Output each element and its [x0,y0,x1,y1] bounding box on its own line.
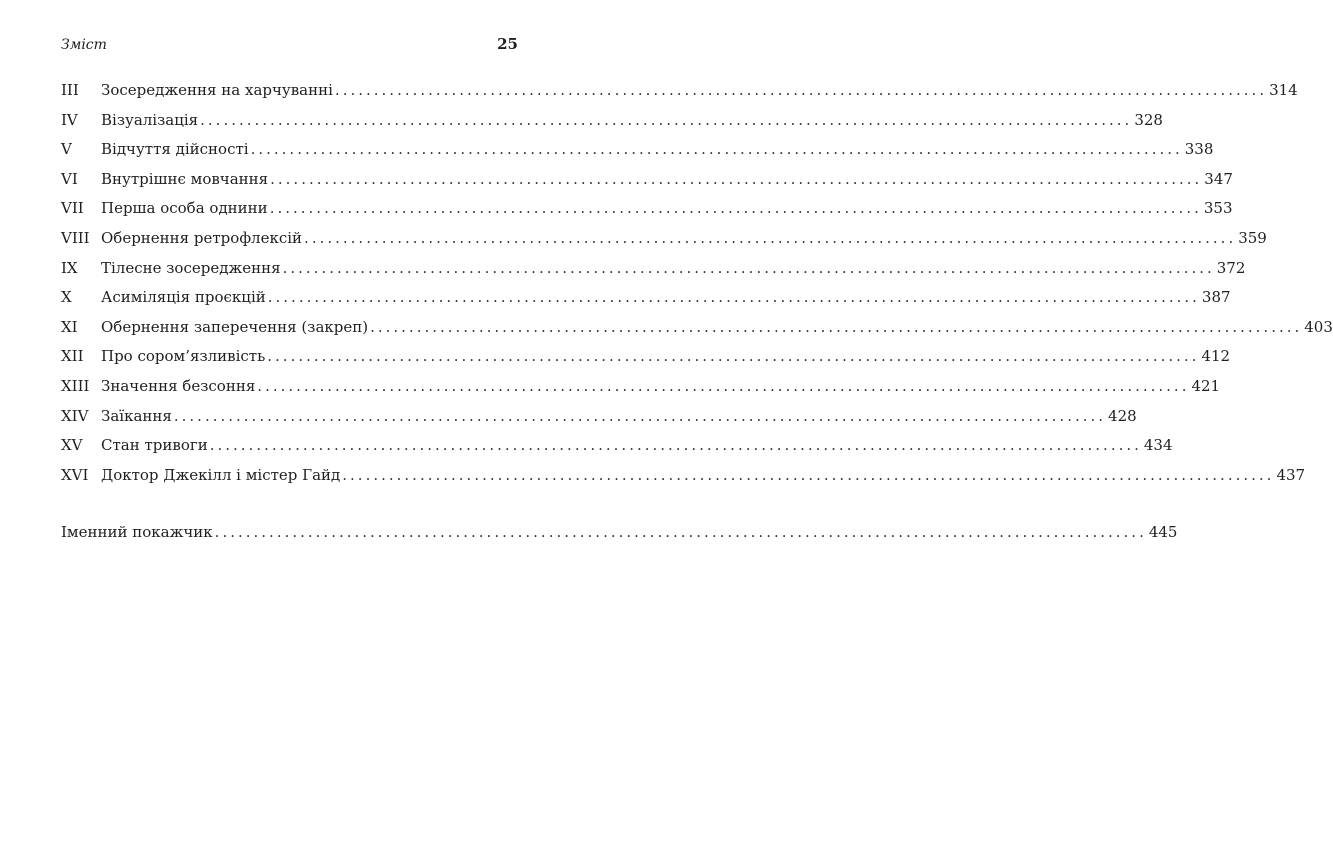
running-head: Зміст [61,37,107,53]
chapter-page: 328 [1134,110,1163,129]
chapter-page: 428 [1108,406,1137,425]
chapter-page: 372 [1216,258,1246,277]
chapter-title: Тілесне зосередження [101,258,281,277]
chapter-number: XI [61,317,78,336]
chapter-title: Обернення заперечення (закреп) [101,317,369,336]
chapter-title: Доктор Джекілл і містер Гайд [101,465,341,484]
toc-entry [61,199,1233,229]
toc-entry [61,169,1233,200]
table-of-contents [61,81,1333,495]
toc-entry [61,406,1137,437]
chapter-page: 437 [1276,465,1306,484]
toc-entry [61,376,1221,407]
chapter-title: Стан тривоги [101,436,208,455]
leader-dots: ........................................................................................................................ [304,228,1237,247]
chapter-number: VI [61,169,78,188]
leader-dots: ........................................................................................................................ [334,81,1268,99]
index-entry [61,523,1178,553]
chapter-title: Заїкання [101,406,172,425]
toc-entry [61,140,1214,170]
chapter-page: 403 [1304,317,1333,336]
chapter-page: 353 [1203,199,1233,218]
chapter-page: 387 [1201,288,1231,307]
chapter-title: Асиміляція проєкцій [101,288,266,307]
toc-entry [61,347,1231,377]
leader-dots: ........................................................................................................................ [270,169,1203,188]
chapter-page: 412 [1201,347,1231,366]
chapter-number: IX [61,258,78,277]
leader-dots: ........................................................................................................................ [282,258,1215,277]
chapter-page: 314 [1269,81,1298,99]
chapter-number: X [61,288,72,307]
chapter-number: XV [61,436,83,455]
leader-dots: ........................................................................................................................ [200,110,1133,129]
leader-dots: ........................................................................................................................ [173,406,1107,425]
leader-dots: ........................................................................................................................ [269,199,1202,218]
index-title: Іменний покажчик [61,523,213,541]
chapter-number: IV [61,110,78,129]
toc-entry [61,228,1267,259]
leader-dots: ........................................................................................................................ [257,376,1190,395]
chapter-number: XVI [61,465,89,484]
chapter-title: Внутрішнє мовчання [101,169,269,188]
chapter-number: VII [61,199,84,218]
page-header [61,35,518,57]
chapter-number: XIV [61,406,89,425]
leader-dots: ........................................................................................................................ [342,465,1275,484]
chapter-number: XIII [61,376,90,395]
chapter-title: Про сором’язливість [101,347,266,366]
chapter-title: Відчуття дійсності [101,140,249,159]
toc-entry [61,465,1306,496]
leader-dots: ........................................................................................................................ [214,523,1147,541]
chapter-number: XII [61,347,84,366]
leader-dots: ........................................................................................................................ [267,288,1200,307]
toc-entry [61,81,1298,111]
chapter-page: 359 [1238,228,1267,247]
chapter-page: 338 [1184,140,1214,159]
leader-dots: ........................................................................................................................ [267,347,1200,366]
chapter-page: 347 [1204,169,1233,188]
chapter-page: 421 [1191,376,1221,395]
toc-entry [61,436,1173,466]
chapter-number: VIII [61,228,90,247]
toc-entry [61,258,1246,289]
chapter-title: Обернення ретрофлексій [101,228,303,247]
index-page: 445 [1148,523,1178,541]
toc-entry [61,317,1333,348]
leader-dots: ........................................................................................................................ [209,436,1142,455]
chapter-title: Значення безсоння [101,376,256,395]
chapter-number: V [61,140,72,159]
chapter-page: 434 [1143,436,1173,455]
toc-entry [61,110,1163,141]
chapter-number: III [61,81,79,99]
chapter-title: Перша особа однини [101,199,268,218]
chapter-title: Візуалізація [101,110,199,129]
page-number: 25 [497,35,518,53]
leader-dots: ........................................................................................................................ [370,317,1303,336]
chapter-title: Зосередження на харчуванні [101,81,333,99]
leader-dots: ........................................................................................................................ [250,140,1183,159]
toc-entry [61,288,1231,318]
